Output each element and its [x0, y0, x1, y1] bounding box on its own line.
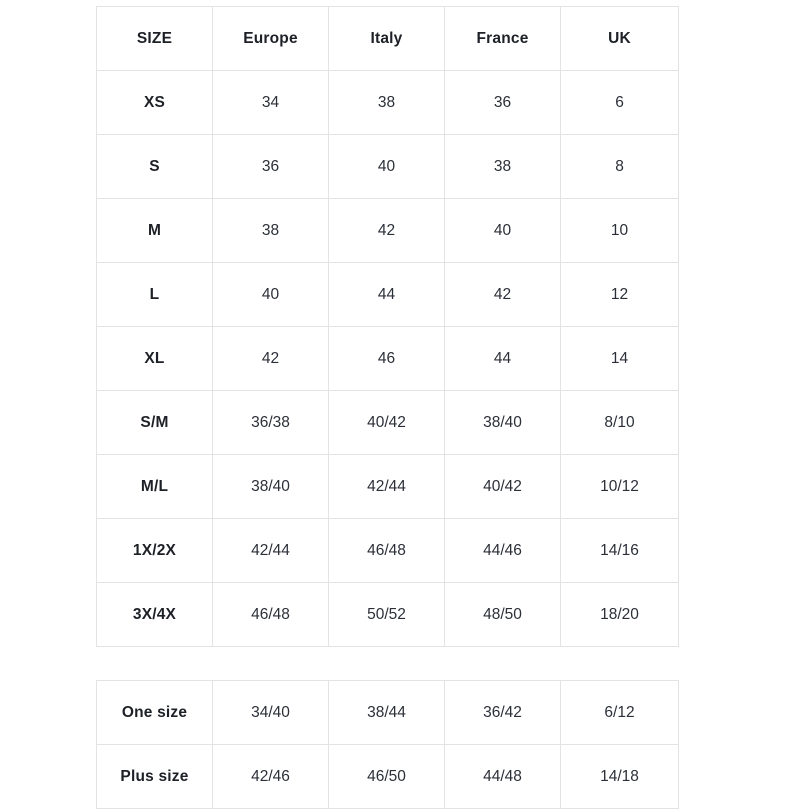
cell-europe: 42/46 [213, 745, 329, 809]
cell-france: 44/46 [445, 519, 561, 583]
cell-uk: 8 [561, 135, 679, 199]
cell-france: 38/40 [445, 391, 561, 455]
table-row [97, 519, 679, 583]
cell-italy: 46 [329, 327, 445, 391]
cell-size: L [97, 263, 213, 327]
cell-size: M/L [97, 455, 213, 519]
table-row [97, 681, 679, 745]
cell-italy: 46/48 [329, 519, 445, 583]
cell-italy: 40 [329, 135, 445, 199]
cell-europe: 42 [213, 327, 329, 391]
column-header-italy: Italy [329, 7, 445, 71]
cell-size: XL [97, 327, 213, 391]
cell-uk: 14 [561, 327, 679, 391]
cell-size: One size [97, 681, 213, 745]
table-body [97, 681, 679, 809]
table-header-row [97, 7, 679, 71]
column-header-size: SIZE [97, 7, 213, 71]
table-body [97, 71, 679, 647]
cell-italy: 50/52 [329, 583, 445, 647]
cell-uk: 6/12 [561, 681, 679, 745]
size-tables-container [96, 6, 678, 809]
cell-uk: 12 [561, 263, 679, 327]
cell-europe: 36 [213, 135, 329, 199]
cell-france: 48/50 [445, 583, 561, 647]
cell-france: 40 [445, 199, 561, 263]
cell-europe: 42/44 [213, 519, 329, 583]
cell-europe: 36/38 [213, 391, 329, 455]
cell-france: 36/42 [445, 681, 561, 745]
cell-uk: 10 [561, 199, 679, 263]
cell-size: S/M [97, 391, 213, 455]
cell-france: 36 [445, 71, 561, 135]
table-divider-space [96, 647, 678, 680]
column-header-france: France [445, 7, 561, 71]
cell-size: M [97, 199, 213, 263]
cell-italy: 46/50 [329, 745, 445, 809]
cell-uk: 8/10 [561, 391, 679, 455]
cell-size: 1X/2X [97, 519, 213, 583]
table-row [97, 745, 679, 809]
table-row [97, 263, 679, 327]
cell-uk: 14/16 [561, 519, 679, 583]
cell-italy: 44 [329, 263, 445, 327]
cell-italy: 42/44 [329, 455, 445, 519]
cell-uk: 18/20 [561, 583, 679, 647]
cell-europe: 38/40 [213, 455, 329, 519]
table-row [97, 455, 679, 519]
cell-europe: 38 [213, 199, 329, 263]
cell-size: S [97, 135, 213, 199]
table-row [97, 327, 679, 391]
cell-size: Plus size [97, 745, 213, 809]
cell-uk: 6 [561, 71, 679, 135]
cell-italy: 38 [329, 71, 445, 135]
table-row [97, 199, 679, 263]
cell-europe: 34 [213, 71, 329, 135]
cell-size: 3X/4X [97, 583, 213, 647]
table-row [97, 583, 679, 647]
cell-france: 38 [445, 135, 561, 199]
cell-italy: 38/44 [329, 681, 445, 745]
column-header-uk: UK [561, 7, 679, 71]
column-header-europe: Europe [213, 7, 329, 71]
multi-size-conversion-table [96, 680, 679, 809]
cell-italy: 42 [329, 199, 445, 263]
cell-europe: 40 [213, 263, 329, 327]
size-conversion-table [96, 6, 679, 647]
cell-europe: 46/48 [213, 583, 329, 647]
cell-france: 42 [445, 263, 561, 327]
cell-size: XS [97, 71, 213, 135]
cell-france: 44 [445, 327, 561, 391]
cell-france: 44/48 [445, 745, 561, 809]
table-row [97, 391, 679, 455]
table-header [97, 7, 679, 71]
table-row [97, 135, 679, 199]
cell-france: 40/42 [445, 455, 561, 519]
cell-uk: 14/18 [561, 745, 679, 809]
table-row [97, 71, 679, 135]
cell-uk: 10/12 [561, 455, 679, 519]
cell-italy: 40/42 [329, 391, 445, 455]
cell-europe: 34/40 [213, 681, 329, 745]
